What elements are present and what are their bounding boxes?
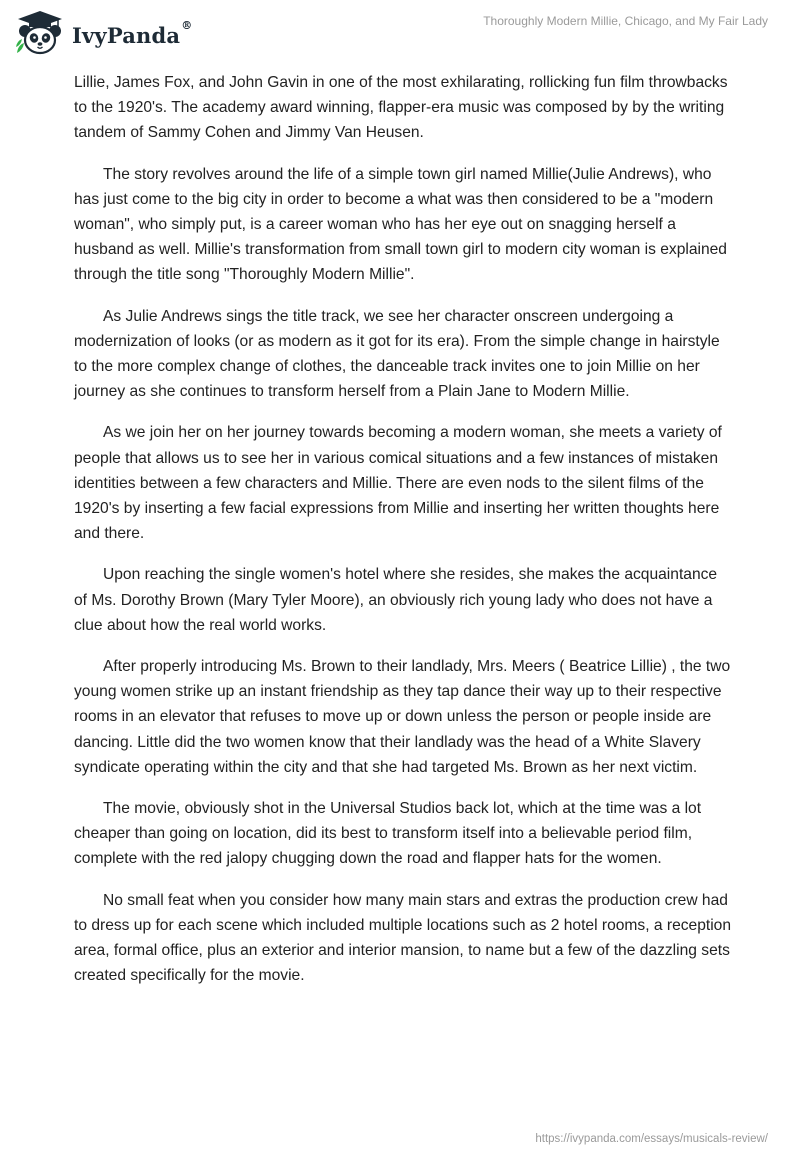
paragraph: The movie, obviously shot in the Universal Studios back lot, which at the time was a lot cheaper than going on location, did its best to transform itself into a believable period film, complete with the red jalopy chugging down the road and flapper hats for the women. bbox=[74, 800, 702, 868]
brand-name-text: IvyPanda bbox=[72, 22, 181, 48]
paragraph: As we join her on her journey towards becoming a modern woman, she meets a variety of people that allows us to see her in various comical situations and a few instances of mistaken identities between a few characters and Millie. There are even nods to the silent films of the 1920's by inserting a few facial expressions from Millie and inserting her written thoughts here and there. bbox=[74, 424, 722, 543]
document-title: Thoroughly Modern Millie, Chicago, and My Fair Lady bbox=[483, 14, 768, 28]
ivypanda-logo[interactable] bbox=[14, 8, 192, 58]
paragraph: No small feat when you consider how many main stars and extras the production crew had to dress up for each scene which included multiple locations such as 2 hotel rooms, a reception area, formal office, plus an exterior and interior mansion, to name but a few of the dazzling sets created specifically for the movie. bbox=[74, 891, 732, 985]
paragraph: Upon reaching the single women's hotel where she resides, she makes the acquaintance of Ms. Dorothy Brown (Mary Tyler Moore), an obviously rich young lady who does not have a clue about how the real world works. bbox=[74, 566, 718, 634]
paragraph: The story revolves around the life of a simple town girl named Millie(Julie Andrews), who has just come to the big city in order to become a what was then considered to be a "modern woman", who simply put, is a career woman who has her eye out on snagging herself a husband as well. Millie's transformation from small town girl to modern city woman is explained through the title song "Thoroughly Modern Millie". bbox=[74, 165, 727, 284]
paragraph: Lillie, James Fox, and John Gavin in one of the most exhilarating, rollicking fun film throwbacks to the 1920's. The academy award winning, flapper-era music was composed by by the writing tandem of Sammy Cohen and Jimmy Van Heusen. bbox=[74, 74, 728, 142]
essay-body bbox=[74, 70, 732, 1005]
paragraph: As Julie Andrews sings the title track, we see her character onscreen undergoing a modernization of looks (or as modern as it got for its era). From the simple change in hairstyle to the more complex change of clothes, the danceable track invites one to join Millie on her journey as she continues to transform herself from a Plain Jane to Modern Millie. bbox=[74, 307, 720, 401]
source-url[interactable]: https://ivypanda.com/essays/musicals-review/ bbox=[535, 1133, 768, 1145]
registered-mark: ® bbox=[181, 18, 193, 32]
page-header bbox=[0, 0, 800, 64]
panda-graduate-icon bbox=[14, 9, 66, 57]
paragraph: After properly introducing Ms. Brown to their landlady, Mrs. Meers ( Beatrice Lillie) , the two young women strike up an instant friendship as they tap dance their way up to their respective rooms in an elevator that refuses to move up or down unless the person or people inside are dancing. Little did the two women know that their landlady was the head of a White Slavery syndicate operating within the city and that she had targeted Ms. Brown as her next victim. bbox=[74, 658, 731, 776]
brand-name bbox=[72, 18, 193, 48]
